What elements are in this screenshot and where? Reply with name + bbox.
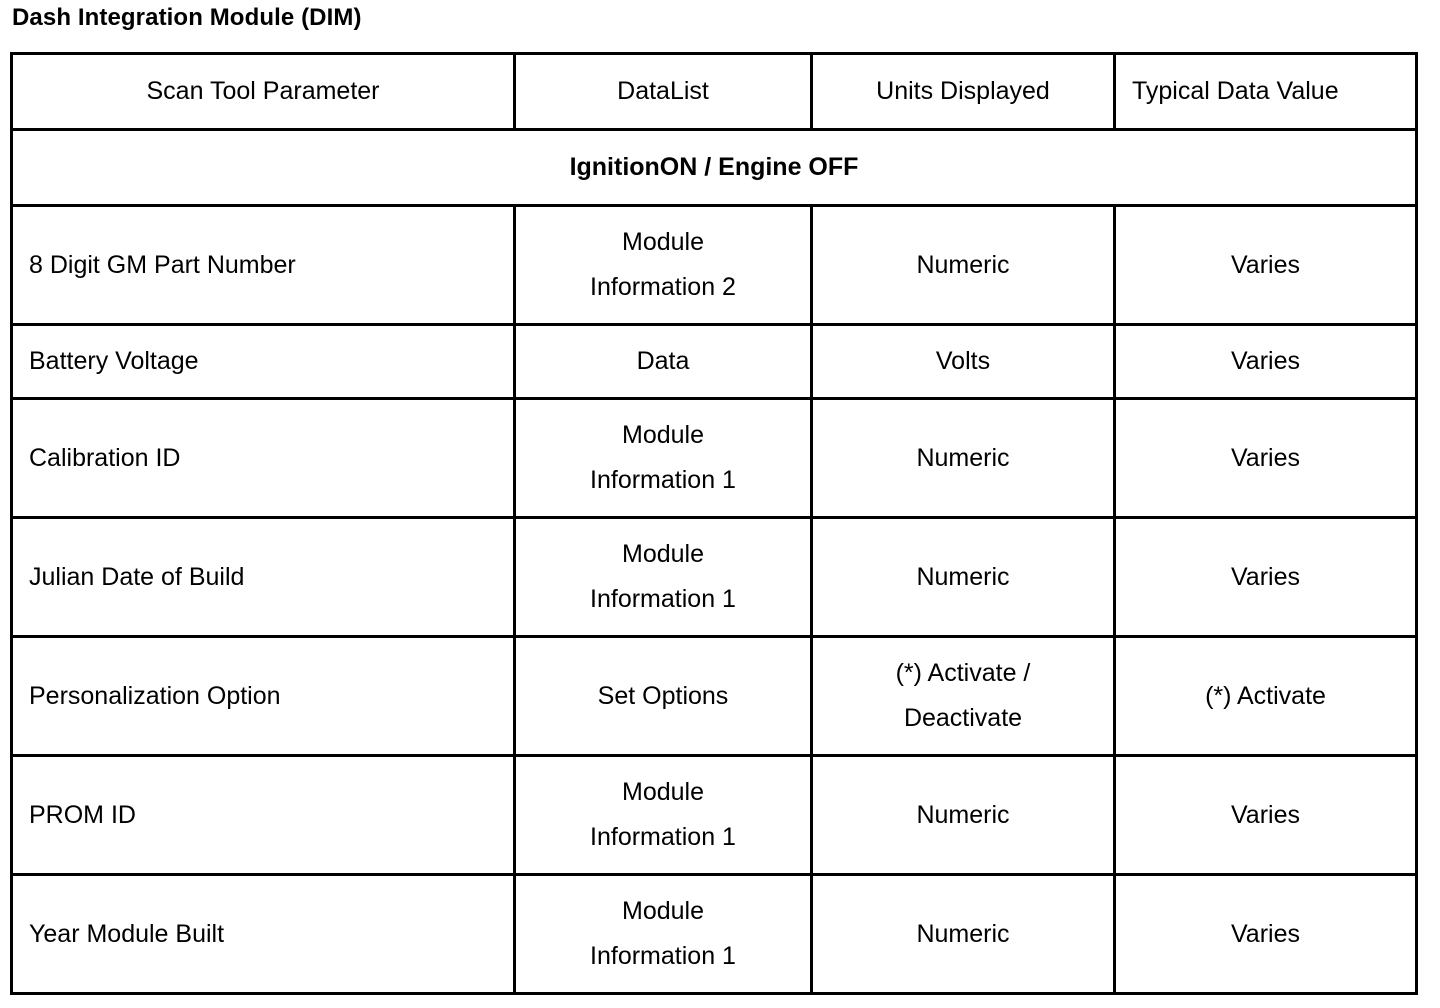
typical-value-cell: (*) Activate — [1115, 637, 1417, 756]
scan-tool-data-table — [10, 52, 1418, 995]
datalist-line: Information 1 — [590, 823, 736, 851]
parameter-cell: Personalization Option — [12, 637, 515, 756]
typical-value-cell: Varies — [1115, 399, 1417, 518]
column-header-typical-value: Typical Data Value — [1115, 54, 1417, 130]
table-row — [12, 756, 1417, 875]
table-row — [12, 325, 1417, 399]
units-cell — [812, 875, 1115, 994]
typical-value-cell: Varies — [1115, 756, 1417, 875]
datalist-line: Module — [622, 897, 704, 925]
units-cell — [812, 756, 1115, 875]
column-header-datalist: DataList — [515, 54, 812, 130]
parameter-cell: Calibration ID — [12, 399, 515, 518]
typical-value-cell: Varies — [1115, 206, 1417, 325]
typical-value-cell: Varies — [1115, 518, 1417, 637]
datalist-line: Information 2 — [590, 273, 736, 301]
units-line: Numeric — [916, 562, 1010, 591]
table-row — [12, 518, 1417, 637]
units-cell — [812, 399, 1115, 518]
table-row — [12, 637, 1417, 756]
units-line: Volts — [935, 347, 991, 375]
datalist-cell — [515, 325, 812, 399]
datalist-line: Information 1 — [590, 942, 736, 970]
document-title: Dash Integration Module (DIM) — [12, 4, 362, 31]
table-header-row — [12, 54, 1417, 130]
datalist-line: Information 1 — [590, 466, 736, 494]
units-line: (*) Activate / — [895, 659, 1031, 687]
parameter-cell: Year Module Built — [12, 875, 515, 994]
table-row — [12, 206, 1417, 325]
datalist-line: Module — [622, 540, 704, 568]
parameter-cell: Battery Voltage — [12, 325, 515, 399]
parameter-cell: 8 Digit GM Part Number — [12, 206, 515, 325]
column-header-parameter: Scan Tool Parameter — [12, 54, 515, 130]
datalist-cell — [515, 518, 812, 637]
datalist-cell — [515, 875, 812, 994]
typical-value-cell: Varies — [1115, 325, 1417, 399]
section-row — [12, 130, 1417, 206]
units-cell — [812, 206, 1115, 325]
units-cell — [812, 518, 1115, 637]
datalist-cell — [515, 206, 812, 325]
parameter-cell: Julian Date of Build — [12, 518, 515, 637]
units-line: Numeric — [916, 443, 1010, 472]
datalist-line: Module — [622, 421, 704, 449]
datalist-line: Set Options — [597, 681, 729, 710]
units-line: Numeric — [916, 250, 1010, 279]
section-heading: IgnitionON / Engine OFF — [12, 130, 1417, 206]
units-cell — [812, 637, 1115, 756]
datalist-line: Information 1 — [590, 585, 736, 613]
parameter-cell: PROM ID — [12, 756, 515, 875]
units-cell — [812, 325, 1115, 399]
datalist-cell — [515, 756, 812, 875]
datalist-cell — [515, 637, 812, 756]
table-row — [12, 875, 1417, 994]
datalist-cell — [515, 399, 812, 518]
units-line: Numeric — [916, 800, 1010, 829]
datalist-line: Module — [622, 228, 704, 256]
datalist-line: Module — [622, 778, 704, 806]
typical-value-cell: Varies — [1115, 875, 1417, 994]
units-line: Numeric — [916, 919, 1010, 948]
table-row — [12, 399, 1417, 518]
column-header-units: Units Displayed — [812, 54, 1115, 130]
units-line: Deactivate — [903, 704, 1023, 732]
datalist-line: Data — [636, 347, 690, 375]
